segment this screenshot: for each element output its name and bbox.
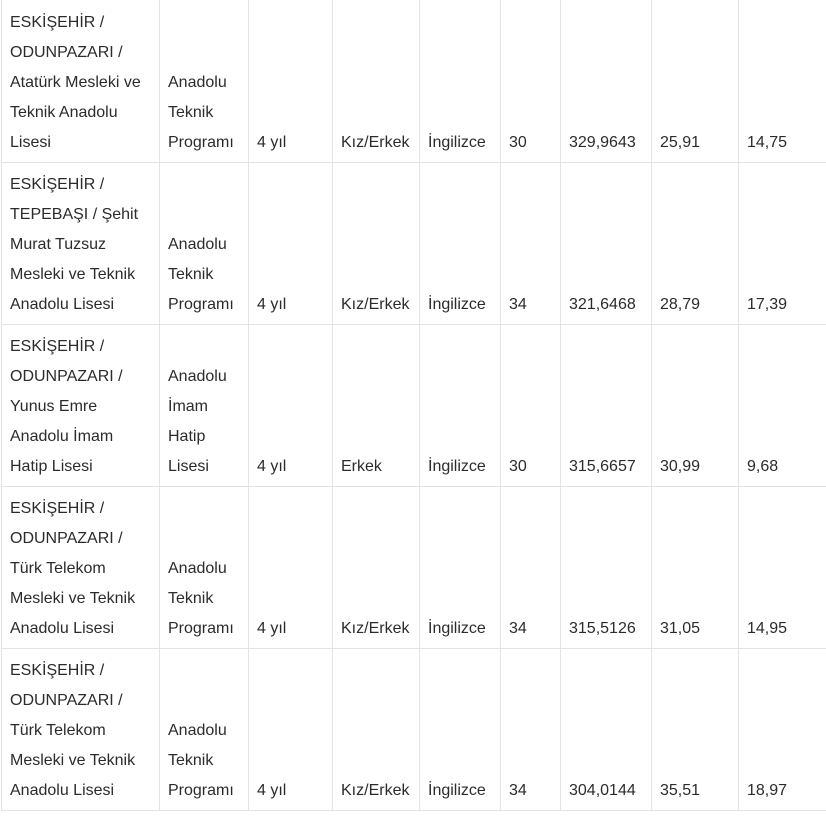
- school-name-line: Atatürk Mesleki ve: [10, 73, 141, 91]
- program-type-line: Teknik: [168, 103, 214, 121]
- percentile-b-cell: 17,39: [739, 162, 826, 324]
- duration-cell: 4 yıl: [249, 486, 333, 648]
- program-type-line: Programı: [168, 781, 234, 799]
- school-name-line: Anadolu Lisesi: [10, 781, 115, 799]
- school-name-line: ODUNPAZARI /: [10, 529, 123, 547]
- program-type-cell: [160, 324, 249, 486]
- program-type-cell: [160, 162, 249, 324]
- program-type-line: Teknik: [168, 751, 214, 769]
- program-type-line: Anadolu: [168, 73, 227, 91]
- duration-cell: 4 yıl: [249, 324, 333, 486]
- school-name-line: Anadolu Lisesi: [10, 295, 115, 313]
- program-type-cell: [160, 486, 249, 648]
- school-name-line: ESKİŞEHİR /: [10, 499, 105, 517]
- table-row: [2, 648, 826, 810]
- school-name-line: ODUNPAZARI /: [10, 367, 123, 385]
- quota-cell: 30: [501, 0, 561, 162]
- program-type-line: İmam: [168, 397, 208, 415]
- school-name-line: Anadolu Lisesi: [10, 619, 115, 637]
- school-name-line: Türk Telekom: [10, 559, 106, 577]
- school-name-line: ODUNPAZARI /: [10, 691, 123, 709]
- percentile-a-cell: 31,05: [652, 486, 739, 648]
- school-name-cell: [2, 324, 160, 486]
- school-name-cell: [2, 648, 160, 810]
- school-name-line: Teknik Anadolu: [10, 103, 118, 121]
- language-cell: İngilizce: [420, 162, 501, 324]
- quota-cell: 34: [501, 162, 561, 324]
- school-name-line: Anadolu İmam: [10, 427, 114, 445]
- school-name-line: Mesleki ve Teknik: [10, 589, 136, 607]
- percentile-a-cell: 28,79: [652, 162, 739, 324]
- score-cell: 315,5126: [561, 486, 652, 648]
- duration-cell: 4 yıl: [249, 648, 333, 810]
- school-name-line: Mesleki ve Teknik: [10, 751, 136, 769]
- program-type-line: Lisesi: [168, 457, 209, 475]
- school-name-cell: [2, 162, 160, 324]
- program-type-line: Anadolu: [168, 559, 227, 577]
- program-type-line: Anadolu: [168, 367, 227, 385]
- program-type-line: Anadolu: [168, 721, 227, 739]
- program-type-line: Teknik: [168, 265, 214, 283]
- program-type-line: Programı: [168, 295, 234, 313]
- duration-cell: 4 yıl: [249, 0, 333, 162]
- percentile-b-cell: 14,75: [739, 0, 826, 162]
- school-name-line: ESKİŞEHİR /: [10, 337, 105, 355]
- gender-cell: Kız/Erkek: [333, 162, 420, 324]
- school-name-cell: [2, 486, 160, 648]
- score-cell: 304,0144: [561, 648, 652, 810]
- program-type-line: Programı: [168, 133, 234, 151]
- quota-cell: 34: [501, 486, 561, 648]
- school-name-line: ESKİŞEHİR /: [10, 661, 105, 679]
- school-name-line: ESKİŞEHİR /: [10, 175, 105, 193]
- percentile-b-cell: 18,97: [739, 648, 826, 810]
- school-name-line: Hatip Lisesi: [10, 457, 93, 475]
- percentile-b-cell: 14,95: [739, 486, 826, 648]
- school-name-line: Türk Telekom: [10, 721, 106, 739]
- school-name-line: TEPEBAŞI / Şehit: [10, 205, 139, 223]
- school-name-line: Mesleki ve Teknik: [10, 265, 136, 283]
- program-type-line: Programı: [168, 619, 234, 637]
- school-name-cell: [2, 0, 160, 162]
- language-cell: İngilizce: [420, 0, 501, 162]
- gender-cell: Erkek: [333, 324, 420, 486]
- percentile-a-cell: 30,99: [652, 324, 739, 486]
- quota-cell: 30: [501, 324, 561, 486]
- school-name-line: Murat Tuzsuz: [10, 235, 107, 253]
- school-table: [1, 0, 826, 811]
- percentile-a-cell: 25,91: [652, 0, 739, 162]
- quota-cell: 34: [501, 648, 561, 810]
- language-cell: İngilizce: [420, 324, 501, 486]
- program-type-line: Anadolu: [168, 235, 227, 253]
- gender-cell: Kız/Erkek: [333, 0, 420, 162]
- duration-cell: 4 yıl: [249, 162, 333, 324]
- table-row: [2, 0, 826, 162]
- school-name-line: ESKİŞEHİR /: [10, 13, 105, 31]
- table-row: [2, 486, 826, 648]
- language-cell: İngilizce: [420, 648, 501, 810]
- percentile-a-cell: 35,51: [652, 648, 739, 810]
- score-cell: 315,6657: [561, 324, 652, 486]
- score-cell: 321,6468: [561, 162, 652, 324]
- language-cell: İngilizce: [420, 486, 501, 648]
- program-type-line: Hatip: [168, 427, 206, 445]
- percentile-b-cell: 9,68: [739, 324, 826, 486]
- program-type-cell: [160, 0, 249, 162]
- school-name-line: Lisesi: [10, 133, 51, 151]
- table-row: [2, 324, 826, 486]
- school-name-line: ODUNPAZARI /: [10, 43, 123, 61]
- school-name-line: Yunus Emre: [10, 397, 98, 415]
- table-row: [2, 162, 826, 324]
- score-cell: 329,9643: [561, 0, 652, 162]
- gender-cell: Kız/Erkek: [333, 486, 420, 648]
- table-body: [2, 0, 826, 810]
- gender-cell: Kız/Erkek: [333, 648, 420, 810]
- program-type-line: Teknik: [168, 589, 214, 607]
- program-type-cell: [160, 648, 249, 810]
